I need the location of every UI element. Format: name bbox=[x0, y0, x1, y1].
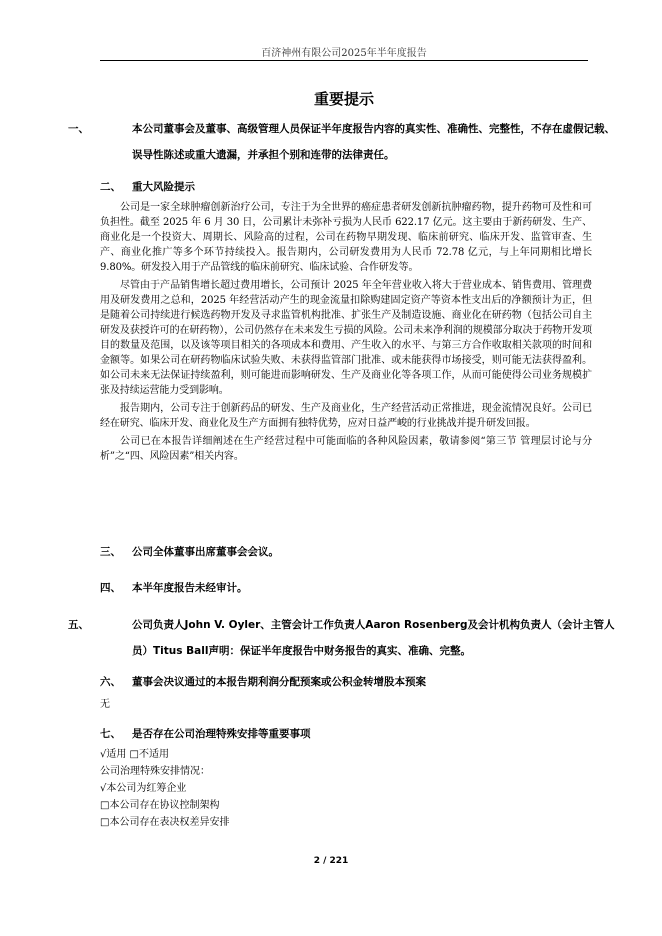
section-3-number: 三、 bbox=[100, 546, 121, 558]
section-6 bbox=[100, 674, 592, 713]
governance-item-vie: □本公司存在协议控制架构 bbox=[100, 800, 220, 811]
page-title: 重要提示 bbox=[313, 90, 374, 108]
applicability-options: √适用 □不适用 bbox=[100, 749, 169, 760]
section-2-heading: 重大风险提示 bbox=[132, 181, 195, 193]
running-header: 百济神州有限公司2025年半年度报告 bbox=[261, 48, 427, 59]
header-rule bbox=[100, 60, 588, 61]
section-6-heading-row bbox=[100, 674, 592, 690]
section-3 bbox=[100, 544, 592, 560]
section-6-text: 董事会决议通过的本报告期利润分配预案或公积金转增股本预案 bbox=[132, 676, 426, 688]
section-2-number: 二、 bbox=[100, 181, 121, 193]
section-6-answer: 无 bbox=[100, 699, 110, 710]
governance-label: 公司治理特殊安排情况： bbox=[100, 766, 210, 777]
risk-paragraph-1: 公司是一家全球肿瘤创新治疗公司，专注于为全世界的癌症患者研发创新抗肿瘤药物，提升药物可及性和可负担性。截至 2025 年 6 月 30 日，公司累计未弥补亏损为人民币 622.17 亿元。这主要由于新药研发、生产、商业化是一个投资大、周期长、风险高的过程，公司在药物早期发现、临床前研究、临床开发、监管审查、生产、商业化推广等多个环节持续投入。报告期内，公司研发费用为人民币 72.78 亿元，与上年同期相比增长 9.80%。研发投入用于产品管线的临床前研究、临床试验、合作研发等。 bbox=[100, 202, 592, 273]
section-7-number: 七、 bbox=[100, 728, 121, 740]
section-2 bbox=[100, 178, 592, 464]
section-2-heading-row bbox=[100, 178, 592, 196]
section-3-text: 公司全体董事出席董事会会议。 bbox=[132, 546, 279, 558]
risk-paragraph-3: 报告期内，公司专注于创新药品的研发、生产及商业化，生产经营活动正常推进，现金流情况良好。公司已经在研究、临床开发、商业化及生产方面拥有独特优势，应对日益严峻的行业挑战并提升研发回报。 bbox=[100, 403, 592, 429]
section-5-text: 公司负责人John V. Oyler、主管会计工作负责人Aaron Rosenberg及会计机构负责人（会计主管人员）Titus Ball声明：保证半年度报告中财务报告的真实、准确、完整。 bbox=[132, 619, 615, 657]
section-6-number: 六、 bbox=[100, 676, 121, 688]
section-4-text: 本半年度报告未经审计。 bbox=[132, 582, 248, 594]
section-7-text: 是否存在公司治理特殊安排等重要事项 bbox=[132, 728, 311, 740]
section-5-number: 五、 bbox=[68, 619, 89, 631]
governance-item-voting-rights: □本公司存在表决权差异安排 bbox=[100, 817, 230, 828]
governance-item-red-chip: √本公司为红筹企业 bbox=[100, 783, 187, 794]
risk-paragraph-2: 尽管由于产品销售增长超过费用增长，公司预计 2025 年全年营业收入将大于营业成本、销售费用、管理费用及研发费用之总和，2025 年经营活动产生的现金流量扣除购建固定资产等资本性支出后的净额预计为正，但是随着公司持续进行候选药物开发及寻求监管机构批准、扩张生产及制造设施、商业化在研药物（包括公司自主研发及获授许可的在研药物），公司仍然存在未来发生亏损的风险。公司未来净利润的规模部分取决于药物开发项目的数量及范围，以及该等项目相关的各项成本和费用、产生收入的水平、与第三方合作收取相关款项的时间和金额等。如果公司在研药物临床试验失败、未获得监管部门批准、或未能获得市场接受，则可能无法获得盈利。如公司未来无法保证持续盈利，则可能进而影响研发、生产及商业化等各项工作，从而可能使得公司业务规模扩张及持续运营能力受到影响。 bbox=[100, 280, 592, 396]
section-4-number: 四、 bbox=[100, 582, 121, 594]
section-5 bbox=[68, 612, 624, 664]
section-7 bbox=[100, 726, 592, 831]
section-1-text: 本公司董事会及董事、高级管理人员保证半年度报告内容的真实性、准确性、完整性，不存在虚假记载、误导性陈述或重大遗漏，并承担个别和连带的法律责任。 bbox=[132, 123, 615, 161]
section-1 bbox=[68, 116, 624, 168]
page-number: 2 / 221 bbox=[313, 856, 349, 866]
section-4 bbox=[100, 580, 592, 596]
section-7-heading-row bbox=[100, 726, 592, 742]
risk-paragraph-4: 公司已在本报告详细阐述在生产经营过程中可能面临的各种风险因素，敬请参阅“第三节 管理层讨论与分析”之“四、风险因素”相关内容。 bbox=[100, 436, 592, 462]
section-1-number: 一、 bbox=[68, 123, 89, 135]
